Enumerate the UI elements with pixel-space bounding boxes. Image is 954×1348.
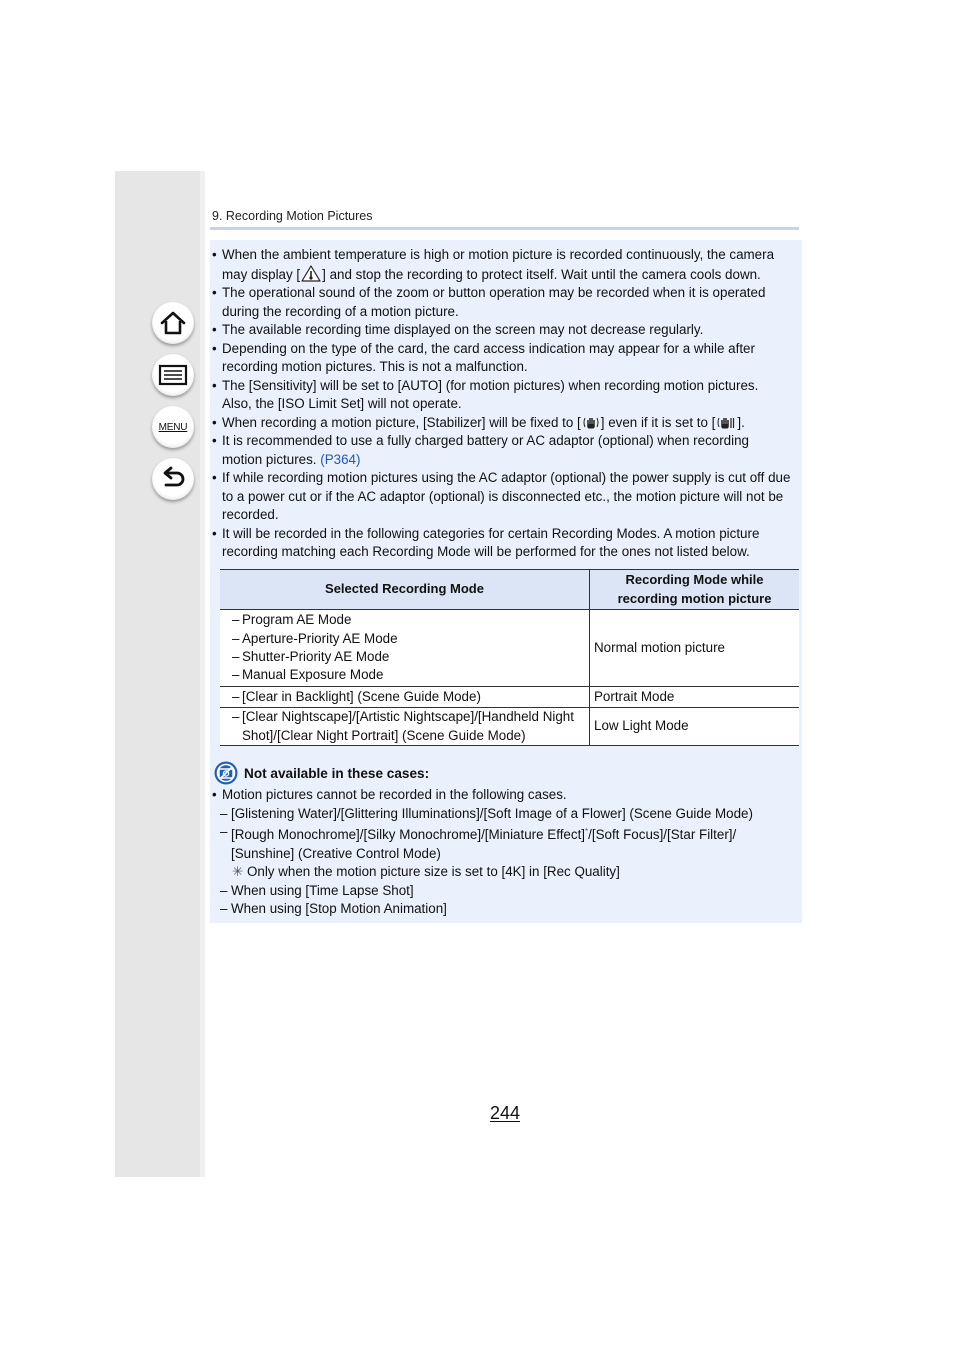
table-cell-modes (220, 708, 590, 746)
table-cell-result: Normal motion picture (590, 610, 800, 687)
table-row (220, 708, 799, 746)
mode-item: – [Clear Nightscape]/[Artistic Nightscape]/[Handheld Night Shot]/[Clear Night Portrait] (Scene Guide Mode) (224, 708, 585, 745)
menu-button[interactable] (152, 406, 194, 448)
mode-item: – Program AE Mode (224, 611, 585, 629)
table-header-selected-mode: Selected Recording Mode (220, 570, 590, 610)
not-available-item: – [Glistening Water]/[Glittering Illuminations]/[Soft Image of a Flower] (Scene Guide Mode) (212, 805, 797, 824)
menu-label: MENU (158, 421, 188, 433)
note-text: It is recommended to use a fully charged battery or AC adaptor (optional) when recording (222, 433, 749, 448)
recording-mode-table (220, 569, 799, 746)
back-arrow-icon (159, 466, 187, 492)
table-row (220, 610, 799, 687)
temperature-warning-icon (301, 265, 321, 282)
footnote-text: Only when the motion picture size is set to [4K] in [Rec Quality] (246, 864, 620, 879)
table-cell-modes (220, 687, 590, 708)
not-available-item: – When using [Time Lapse Shot] (212, 882, 797, 901)
not-available-heading (214, 761, 429, 785)
stabilizer-hybrid-icon (716, 415, 736, 430)
note-power-cut: • If while recording motion pictures using the AC adaptor (optional) the power supply is cut off due to a power cut or if the AC adaptor (optional) is disconnected etc., the motion picture will not be recorded. (212, 469, 797, 525)
note-stabilizer (212, 414, 797, 433)
note-text: ]. (737, 414, 745, 430)
header-line: Recording Mode while (625, 572, 764, 588)
note-recording-time: • The available recording time displayed on the screen may not decrease regularly. (212, 321, 797, 340)
home-button[interactable] (152, 302, 194, 344)
note-sensitivity (212, 377, 797, 414)
table-cell-modes (220, 610, 590, 687)
table-header-row (220, 570, 799, 610)
note-text: Also, the [ISO Limit Set] will not operate. (222, 396, 462, 411)
note-operational-sound: • The operational sound of the zoom or button operation may be recorded when it is operated during the recording of a motion picture. (212, 284, 797, 321)
sidebar-edge (200, 171, 205, 1177)
mode-item: – Shutter-Priority AE Mode (224, 648, 585, 666)
note-battery (212, 432, 797, 469)
not-available-item: – When using [Stop Motion Animation] (212, 900, 797, 919)
header-divider (210, 227, 799, 230)
notes-panel (210, 240, 802, 923)
item-text: /[Soft Focus]/[Star Filter]/ [Sunshine] (Creative Control Mode) (231, 827, 737, 861)
note-categories: • It will be recorded in the following categories for certain Recording Modes. A motion picture recording matching each Recording Mode will be performed for the ones not listed below. (212, 525, 797, 562)
page-link-p364[interactable]: (P364) (320, 451, 361, 467)
note-card-access: • Depending on the type of the card, the card access indication may appear for a while after recording motion pictures. This is not a malfunction. (212, 340, 797, 377)
not-available-list (212, 786, 797, 919)
back-button[interactable] (152, 458, 194, 500)
notes-list (212, 246, 797, 562)
not-available-icon (214, 761, 238, 785)
mode-item: – Aperture-Priority AE Mode (224, 630, 585, 648)
contents-button[interactable] (152, 354, 194, 396)
footnote (212, 863, 797, 882)
footnote-mark: ✳ (232, 864, 244, 879)
header-line: recording motion picture (617, 590, 772, 606)
note-text: The [Sensitivity] will be set to [AUTO] (for motion pictures) when recording motion pictures. (222, 377, 759, 393)
stabilizer-icon (582, 415, 600, 430)
note-text: motion pictures. (222, 451, 321, 467)
note-temperature (212, 246, 797, 284)
mode-item: – Manual Exposure Mode (224, 666, 585, 684)
table-row (220, 687, 799, 708)
note-text: may display [ (222, 266, 301, 282)
table-header-recording-mode (590, 570, 800, 610)
page-number: 244 (489, 1103, 521, 1123)
not-available-item (212, 823, 797, 863)
note-text: ] and stop the recording to protect itself. Wait until the camera cools down. (322, 266, 761, 282)
note-text: ] even if it is set to [ (600, 414, 716, 430)
list-icon (158, 364, 188, 386)
mode-item: – [Clear in Backlight] (Scene Guide Mode) (224, 688, 585, 706)
item-text: [Rough Monochrome]/[Silky Monochrome]/[Miniature Effect] (231, 827, 586, 842)
home-icon (159, 310, 187, 336)
table-cell-result: Low Light Mode (590, 708, 800, 746)
note-text: When recording a motion picture, [Stabilizer] will be fixed to [ (222, 414, 581, 430)
not-available-intro: • Motion pictures cannot be recorded in the following cases. (212, 786, 797, 805)
section-header: 9. Recording Motion Pictures (212, 209, 373, 223)
table-cell-result: Portrait Mode (590, 687, 800, 708)
note-text: When the ambient temperature is high or motion picture is recorded continuously, the camera (222, 247, 775, 262)
not-available-title: Not available in these cases: (244, 765, 430, 781)
footnote-marker: * (585, 827, 589, 836)
